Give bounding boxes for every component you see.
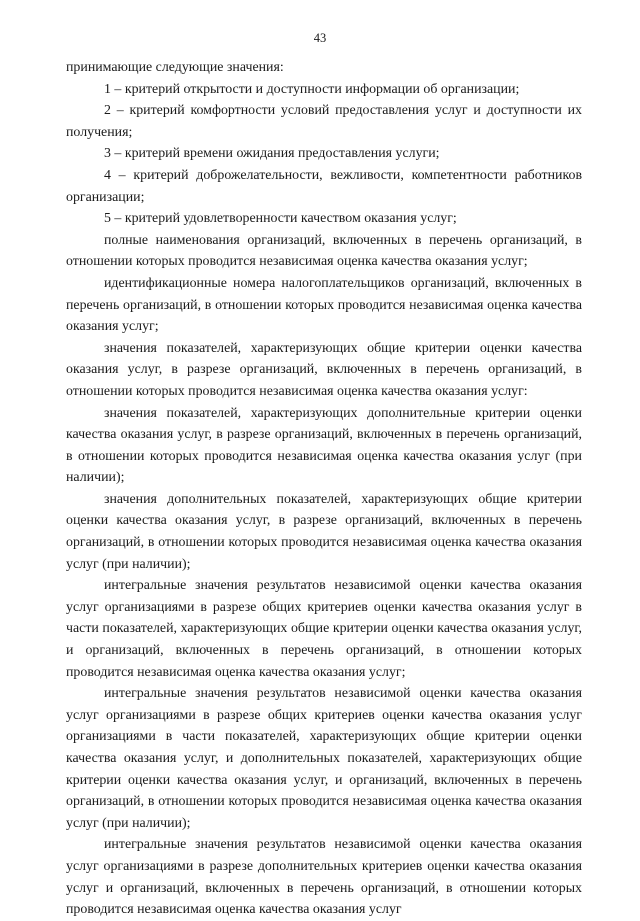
paragraph-integral-values-general-additional: интегральные значения результатов независимой оценки качества оказания услуг организациями в разрезе общих критериев оценки качества оказания услуг организациями в части показателей, характеризующих общие критерии оценки качества оказания услуг, и дополнительных показателей, характеризующих общие критерии оценки качества оказания услуг, и организаций, включенных в перечень организаций, в отношении которых проводится независимая оценка качества оказания услуг (при наличии); [66,686,582,831]
paragraph-additional-criteria-indicators: значения показателей, характеризующих дополнительные критерии оценки качества оказания услуг, в разрезе организаций, включенных в перечень организаций, в отношении которых проводится независимая оценка качества оказания услуг (при наличии); [66,405,582,486]
paragraph-org-names: полные наименования организаций, включенных в перечень организаций, в отношении которых проводится независимая оценка качества оказания услуг; [66,232,582,270]
paragraph-general-indicators: значения показателей, характеризующих общие критерии оценки качества оказания услуг, в разрезе организаций, включенных в перечень организаций, в отношении которых проводится независимая оценка качества оказания услуг: [66,340,582,399]
paragraph-criterion-4: 4 – критерий доброжелательности, вежливости, компетентности работников организации; [66,167,582,205]
paragraph-criterion-1: 1 – критерий открытости и доступности информации об организации; [104,81,520,97]
paragraph-criterion-2: 2 – критерий комфортности условий предоставления услуг и доступности их получения; [66,103,582,140]
paragraph-intro: принимающие следующие значения: [66,60,284,75]
paragraph-tax-ids: идентификационные номера налогоплательщиков организаций, включенных в перечень организаций, в отношении которых проводится независимая оценка качества оказания услуг; [66,275,582,335]
paragraph-integral-values-general: интегральные значения результатов независимой оценки качества оказания услуг организациями в разрезе общих критериев оценки качества оказания услуг в части показателей, характеризующих общие критерии оценки качества оказания услуг, и организаций, включенных в перечень организаций, в отношении которых проводится независимая оценка качества оказания услуг; [66,578,582,680]
paragraph-integral-values-additional-criteria: интегральные значения результатов независимой оценки качества оказания услуг организациями в разрезе дополнительных критериев оценки качества оказания услуг и организаций, включенных в перечень организаций, в отношении которых проводится независимая оценка качества оказания услуг [66,837,582,918]
paragraph-criterion-3: 3 – критерий времени ожидания предоставления услуги; [104,146,440,162]
page-number: 43 [313,31,327,45]
document-body [66,57,582,921]
paragraph-criterion-5: 5 – критерий удовлетворенности качеством оказания услуг; [104,211,457,227]
paragraph-additional-indicators: значения дополнительных показателей, характеризующих общие критерии оценки качества оказания услуг, в разрезе организаций, включенных в перечень организаций, в отношении которых проводится независимая оценка качества оказания услуг (при наличии); [66,491,582,572]
